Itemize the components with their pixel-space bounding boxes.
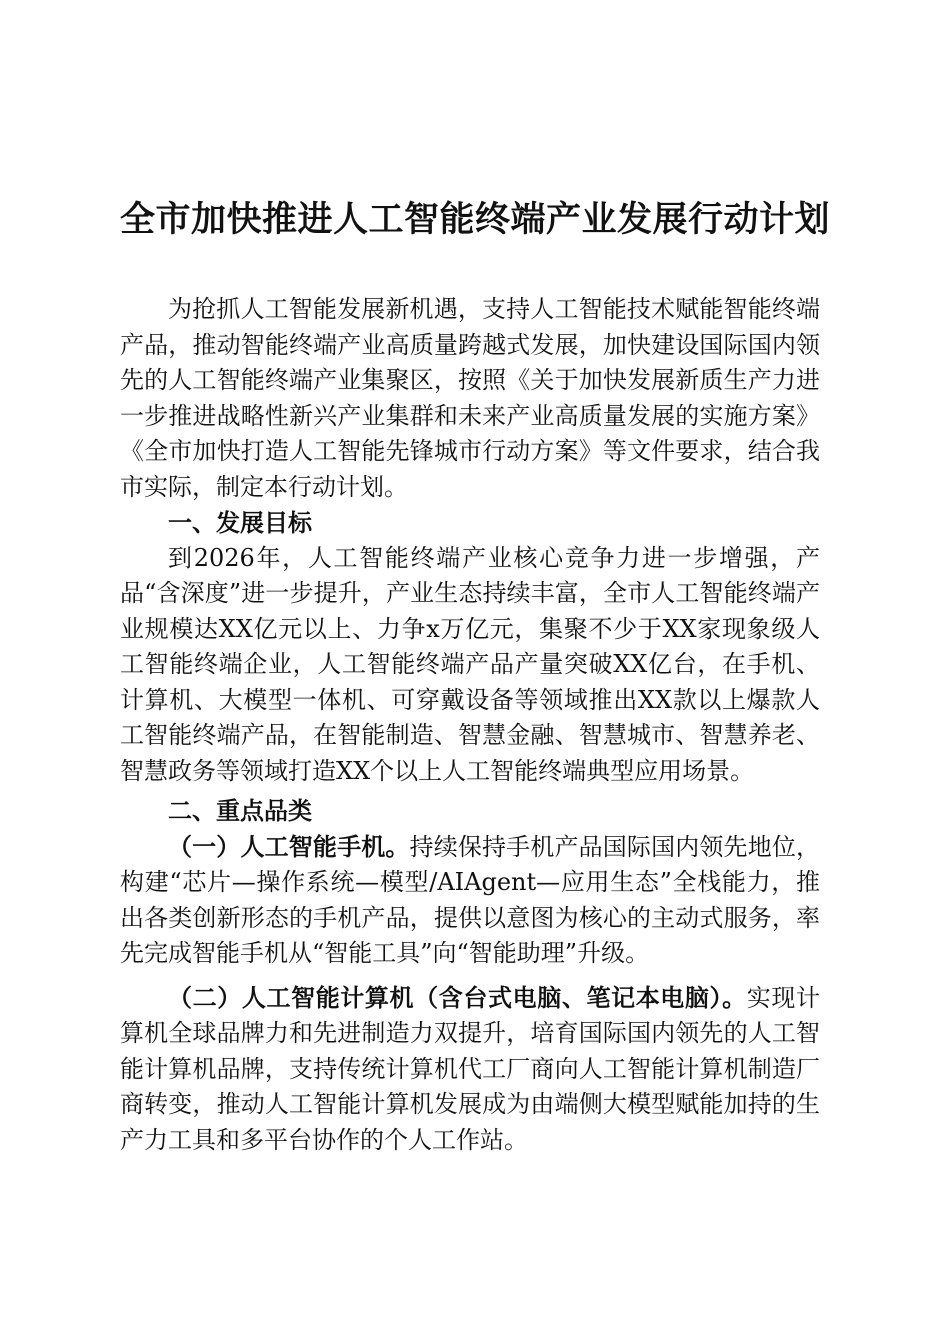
section-heading-goals: 一、发展目标 (168, 508, 312, 537)
intro-paragraph: 为抢抓人工智能发展新机遇，支持人工智能技术赋能智能终端产品，推动智能终端产业高质量跨越式发展，加快建设国际国内领先的人工智能终端产业集聚区，按照《关于加快发展新质生产力进一步推进战略性新兴产业集群和未来产业高质量发展的实施方案》《全市加快打造人工智能先锋城市行动方案》等文件要求，结合我市实际，制定本行动计划。 (120, 295, 820, 501)
goals-paragraph: 到2026年，人工智能终端产业核心竞争力进一步增强，产品“含深度”进一步提升，产业生态持续丰富，全市人工智能终端产业规模达XX亿元以上、力争x万亿元，集聚不少于XX家现象级人工智能终端企业，人工智能终端产品产量突破XX亿台，在手机、计算机、大模型一体机、可穿戴设备等领域推出XX款以上爆款人工智能终端产品，在智能制造、智慧金融、智慧城市、智慧养老、智慧政务等领域打造XX个以上人工智能终端典型应用场景。 (120, 543, 820, 785)
item-ai-computer-lead: （二）人工智能计算机（含台式电脑、笔记本电脑）。 (168, 982, 747, 1012)
item-ai-phone-text: 持续保持手机产品国际国内领先地位，构建“芯片—操作系统—模型/AIAgent—应用生态”全栈能力，推出各类创新形态的手机产品，提供以意图为核心的主动式服务，率先完成智能手机从“智能工具”向“智能助理”升级。 (120, 832, 821, 967)
item-ai-phone-lead: （一）人工智能手机。 (168, 831, 410, 861)
item-ai-computer-paragraph (120, 980, 820, 1159)
document-body (120, 292, 820, 1158)
item-ai-computer-text: 实现计算机全球品牌力和先进制造力双提升，培育国际国内领先的人工智能计算机品牌，支持传统计算机代工厂商向人工智能计算机制造厂商转变，推动人工智能计算机发展成为由端侧大模型赋能加持的生产力工具和多平台协作的个人工作站。 (120, 983, 821, 1154)
document-title: 全市加快推进人工智能终端产业发展行动计划 (119, 199, 830, 240)
section-heading-key-categories: 二、重点品类 (168, 796, 312, 825)
item-ai-phone-paragraph (120, 829, 820, 972)
